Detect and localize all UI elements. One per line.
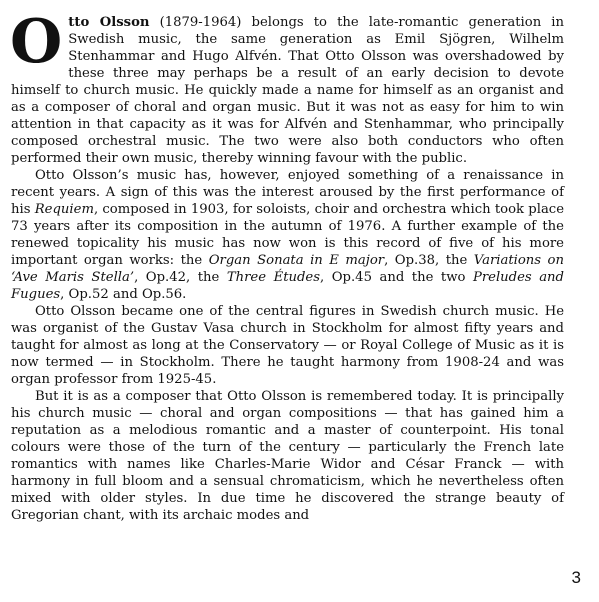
- drop-cap: O: [10, 7, 63, 77]
- work-title-etudes: Three Études: [226, 270, 321, 285]
- page-number: 3: [571, 568, 581, 587]
- paragraph-2-text: Otto Olsson’s music has, however, enjoyed something of a renaissance in recent years. A sign of this was the interest aroused by the first performance of his: [11, 168, 564, 217]
- work-title-preludes-fugues: Preludes and Fugues: [11, 270, 564, 302]
- composer-name: tto Olsson: [68, 15, 150, 30]
- paragraph-1-text: (1879-1964) belongs to the late-romantic generation in Swedish music, the same generation as Emil Sjögren, Wilhelm Stenhammar and Hugo Alfvén. That Otto Olsson was overshadowed by these three may perhaps be a result of an early decision to devote himself to church music. He quickly made a name for himself as an organist and as a composer of choral and organ music. But it was not as easy for him to win attention in that capacity as it was for Alfvén and Stenhammar, who principally composed orchestral music. The two were also both conductors who often performed their own music, thereby winning favour with the public.: [11, 15, 564, 166]
- paragraph-2: [11, 167, 564, 303]
- paragraph-2-text: , composed in 1903, for soloists, choir and orchestra which took place 73 years after its composition in the autumn of 1976. A further example of the renewed topicality his music has now won is this record of five of his more important organ works: the: [11, 202, 564, 268]
- paragraph-1: [10, 7, 564, 167]
- paragraph-2-text: , Op.42, the: [134, 270, 227, 285]
- work-title-organ-sonata: Organ Sonata in E major: [208, 253, 385, 268]
- paragraph-3: Otto Olsson became one of the central figures in Swedish church music. He was organist of the Gustav Vasa church in Stockholm for almost fifty years and taught for almost as long at the Conservatory — or Royal College of Music as it is now termed — in Stockholm. There he taught harmony from 1908-24 and was organ professor from 1925-45.: [11, 304, 564, 387]
- paragraph-2-text: , Op.52 and Op.56.: [60, 287, 187, 302]
- paragraph-2-text: , Op.45 and the two: [320, 270, 473, 285]
- work-title-requiem: Requiem: [34, 202, 94, 217]
- paragraph-4: But it is as a composer that Otto Olsson is remembered today. It is principally his church music — choral and organ compositions — that has gained him a reputation as a melodious romantic and a master of counterpoint. His tonal colours were those of the turn of the century — particularly the French late romantics with names like Charles-Marie Widor and César Franck — with harmony in full bloom and a sensual chromaticism, which he nevertheless often mixed with older styles. In due time he discovered the strange beauty of Gregorian chant, with its archaic modes and: [11, 389, 564, 523]
- paragraph-2-text: , Op.38, the: [384, 253, 474, 268]
- work-title-variations: Variations on ‘Ave Maris Stella’: [11, 253, 564, 285]
- booklet-page: [10, 7, 564, 524]
